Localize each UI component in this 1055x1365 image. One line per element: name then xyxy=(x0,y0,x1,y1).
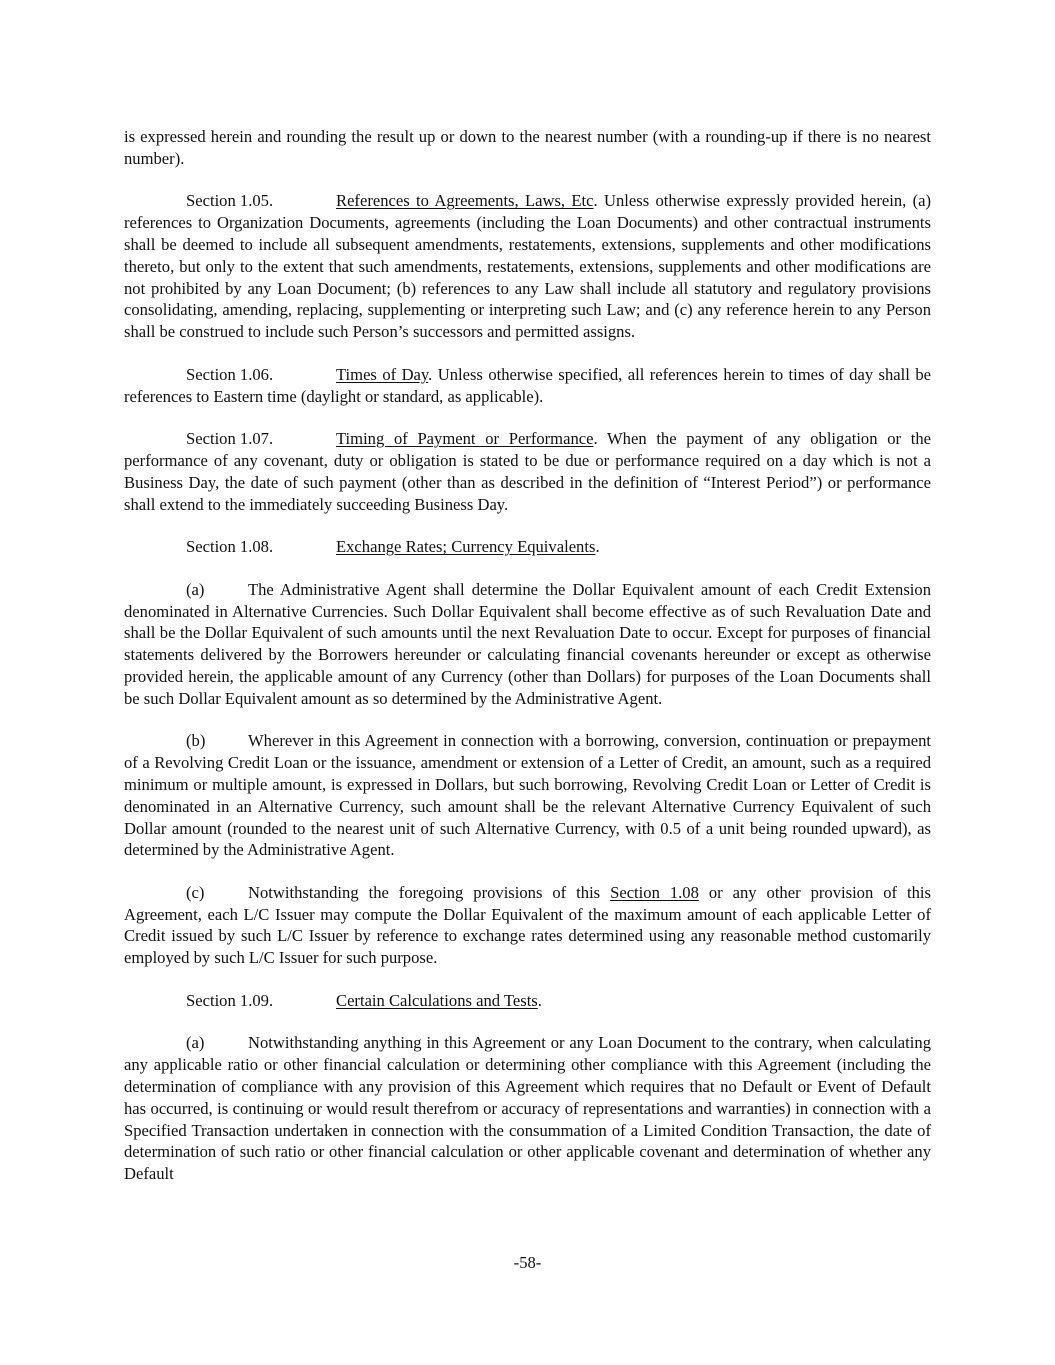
section-number: Section 1.05. xyxy=(186,191,274,211)
section-title-end: . xyxy=(537,990,542,1010)
paragraph-label: (c) xyxy=(186,882,205,902)
section-1-05 xyxy=(124,190,931,343)
paragraph-text: The Administrative Agent shall determine the Dollar Equivalent amount of each Credit Extension denominated in Alternative Currencies. Such Dollar Equivalent shall become effective as of such Revaluation Date and shall be the Dollar Equivalent of such amounts until the next Revaluation Date to occur. Except for purposes of financial statements delivered by the Borrowers hereunder or calculating financial covenants hereunder or except as otherwise provided herein, the applicable amount of any Currency (other than Dollars) for purposes of the Loan Documents shall be such Dollar Equivalent amount as so determined by the Administrative Agent. xyxy=(124,579,931,708)
section-title: Exchange Rates; Currency Equivalents xyxy=(336,537,596,557)
section-1-08-c xyxy=(124,882,931,969)
section-title: Timing of Payment or Performance xyxy=(336,429,594,449)
section-body: . Unless otherwise specified, all references herein to times of day shall be references to Eastern time (daylight or standard, as applicable). xyxy=(124,364,931,406)
section-number: Section 1.06. xyxy=(186,364,274,384)
paragraph-label: (a) xyxy=(186,579,205,599)
section-title: Certain Calculations and Tests xyxy=(336,990,538,1010)
continuation-paragraph xyxy=(124,126,931,170)
section-1-08-a xyxy=(124,579,931,710)
paragraph-text: Wherever in this Agreement in connection with a borrowing, conversion, continuation or prepayment of a Revolving Credit Loan or the issuance, amendment or extension of a Letter of Credit, an amount, such as a required minimum or multiple amount, is expressed in Dollars, but such borrowing, Revolving Credit Loan or Letter of Credit is denominated in an Alternative Currency, such amount shall be the relevant Alternative Currency Equivalent of such Dollar amount (rounded to the nearest unit of such Alternative Currency, with 0.5 of a unit being rounded upward), as determined by the Administrative Agent. xyxy=(124,731,931,860)
section-1-09-heading xyxy=(124,990,931,1012)
continuation-text: is expressed herein and rounding the result up or down to the nearest number (with a rounding-up if there is no nearest number). xyxy=(124,127,931,168)
paragraph-text-before: Notwithstanding the foregoing provisions of this xyxy=(248,882,611,902)
section-1-07 xyxy=(124,428,931,515)
section-body: . Unless otherwise expressly provided herein, (a) references to Organization Documents, agreements (including the Loan Documents) and other contractual instruments shall be deemed to include all subsequent amendments, restatements, extensions, supplements and other modifications thereto, but only to the extent that such amendments, restatements, extensions, supplements and other modifications are not prohibited by any Loan Document; (b) references to any Law shall include all statutory and regulatory provisions consolidating, amending, replacing, supplementing or interpreting such Law; and (c) any reference herein to any Person shall be construed to include such Person’s successors and permitted assigns. xyxy=(124,191,932,342)
section-body: . When the payment of any obligation or the performance of any covenant, duty or obligation is stated to be due or performance required on a day which is not a Business Day, the date of such payment (other than as described in the definition of “Interest Period”) or performance shall extend to the immediately succeeding Business Day. xyxy=(124,429,931,514)
section-1-06 xyxy=(124,364,931,408)
section-1-08-heading xyxy=(124,536,931,558)
section-number: Section 1.09. xyxy=(186,990,274,1010)
section-cross-reference: Section 1.08 xyxy=(610,882,699,902)
page-number: -58- xyxy=(513,1253,542,1272)
section-1-09-a xyxy=(124,1032,931,1185)
paragraph-text: Notwithstanding anything in this Agreement or any Loan Document to the contrary, when calculating any applicable ratio or other financial calculation or determining other compliance with this Agreement (including the determination of compliance with any provision of this Agreement which requires that no Default or Event of Default has occurred, is continuing or would result therefrom or accuracy of representations and warranties) in connection with a Specified Transaction undertaken in connection with the consummation of a Limited Condition Transaction, the date of determination of such ratio or other financial calculation or other applicable covenant and determination of whether any Default xyxy=(124,1033,931,1184)
paragraph-label: (a) xyxy=(186,1033,205,1053)
section-1-08-b xyxy=(124,730,931,861)
section-title: References to Agreements, Laws, Etc xyxy=(336,191,594,211)
paragraph-label: (b) xyxy=(186,731,206,751)
section-title-end: . xyxy=(595,537,600,557)
section-title: Times of Day xyxy=(336,364,429,384)
paragraph-text-after: or any other provision of this Agreement, each L/C Issuer may compute the Dollar Equivalent of the maximum amount of each applicable Letter of Credit issued by such L/C Issuer by reference to exchange rates determined using any reasonable method customarily employed by such L/C Issuer for such purpose. xyxy=(124,882,931,968)
section-number: Section 1.08. xyxy=(186,537,274,557)
document-page xyxy=(124,126,931,1206)
section-number: Section 1.07. xyxy=(186,429,274,449)
